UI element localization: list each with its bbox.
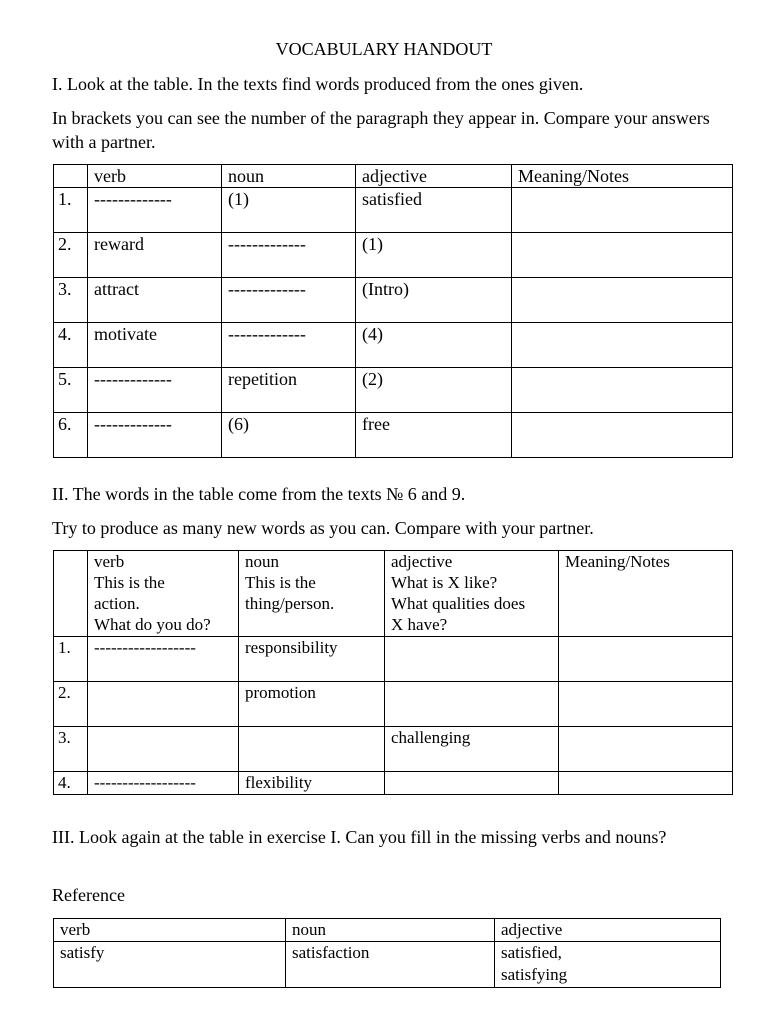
header-noun-line: thing/person.: [245, 594, 335, 613]
header-meaning-title: Meaning/Notes: [565, 552, 670, 571]
header-verb-title: verb: [94, 552, 125, 571]
cell-adjective[interactable]: [385, 772, 559, 795]
cell-meaning[interactable]: [559, 682, 733, 727]
reference-label: Reference: [52, 885, 125, 905]
section3-instruction: III. Look again at the table in exercise I. Can you fill in the missing verbs and nouns?: [52, 827, 667, 847]
cell-noun: -------------: [222, 233, 356, 278]
row-number: 4.: [54, 772, 88, 795]
header-cell: [54, 165, 88, 188]
cell-verb: attract: [88, 278, 222, 323]
row-number: 4.: [54, 323, 88, 368]
table-row: [54, 233, 733, 278]
cell-noun[interactable]: [239, 727, 385, 772]
header-verb-line: What do you do?: [94, 615, 211, 634]
table-header-row: [54, 551, 733, 637]
table-header-row: [54, 919, 721, 942]
header-verb: verb: [88, 165, 222, 188]
header-noun-line: This is the: [245, 573, 316, 592]
cell-meaning[interactable]: [512, 323, 733, 368]
header-adjective-line: What is X like?: [391, 573, 498, 592]
page-title: VOCABULARY HANDOUT: [275, 39, 493, 59]
section2-instruction: II. The words in the table come from the texts № 6 and 9.: [52, 484, 466, 504]
table-row: [54, 188, 733, 233]
header-meaning: Meaning/Notes: [512, 165, 733, 188]
vocabulary-table-2: [53, 550, 733, 795]
header-adjective: adjective: [495, 919, 721, 942]
table-row: [54, 278, 733, 323]
cell-noun: flexibility: [239, 772, 385, 795]
header-verb-line: action.: [94, 594, 140, 613]
cell-meaning[interactable]: [512, 413, 733, 458]
cell-meaning[interactable]: [559, 772, 733, 795]
row-number: 1.: [54, 637, 88, 682]
cell-noun: -------------: [222, 323, 356, 368]
header-adjective-title: adjective: [391, 552, 453, 571]
row-number: 3.: [54, 278, 88, 323]
table-row: [54, 772, 733, 795]
header-adjective: adjective: [356, 165, 512, 188]
cell-verb: reward: [88, 233, 222, 278]
cell-noun: promotion: [239, 682, 385, 727]
row-number: 5.: [54, 368, 88, 413]
cell-verb: ------------------: [88, 772, 239, 795]
header-adjective-line: X have?: [391, 615, 448, 634]
header-verb: verb: [54, 919, 286, 942]
cell-noun: (1): [222, 188, 356, 233]
row-number: 6.: [54, 413, 88, 458]
cell-adjective: (2): [356, 368, 512, 413]
header-verb-line: This is the: [94, 573, 165, 592]
reference-table: [53, 918, 721, 988]
cell-adjective: challenging: [385, 727, 559, 772]
header-noun-title: noun: [245, 552, 279, 571]
header-meaning: [559, 551, 733, 637]
section1-note: In brackets you can see the number of the paragraph they appear in. Compare your answers with a partner.: [52, 108, 710, 152]
header-noun: noun: [286, 919, 495, 942]
row-number: 1.: [54, 188, 88, 233]
cell-adjective: satisfied: [356, 188, 512, 233]
cell-noun: repetition: [222, 368, 356, 413]
cell-adjective: (4): [356, 323, 512, 368]
header-cell: [54, 551, 88, 637]
adjective-line: satisfied,: [501, 943, 562, 962]
table-header-row: [54, 165, 733, 188]
cell-verb: -------------: [88, 413, 222, 458]
cell-verb: satisfy: [54, 942, 286, 988]
cell-verb[interactable]: [88, 727, 239, 772]
cell-meaning[interactable]: [512, 233, 733, 278]
row-number: 2.: [54, 682, 88, 727]
header-verb: [88, 551, 239, 637]
cell-adjective[interactable]: [385, 637, 559, 682]
table-row: [54, 942, 721, 988]
cell-verb: -------------: [88, 368, 222, 413]
table-row: [54, 323, 733, 368]
adjective-line: satisfying: [501, 965, 568, 984]
table-row: [54, 727, 733, 772]
cell-verb: -------------: [88, 188, 222, 233]
header-noun: noun: [222, 165, 356, 188]
header-adjective: [385, 551, 559, 637]
cell-meaning[interactable]: [512, 188, 733, 233]
table-row: [54, 368, 733, 413]
vocabulary-table-1: [53, 164, 733, 458]
row-number: 3.: [54, 727, 88, 772]
cell-adjective[interactable]: [385, 682, 559, 727]
cell-adjective: (Intro): [356, 278, 512, 323]
section2-note: Try to produce as many new words as you can. Compare with your partner.: [52, 518, 594, 538]
table-row: [54, 413, 733, 458]
cell-meaning[interactable]: [559, 727, 733, 772]
section1-instruction: I. Look at the table. In the texts find words produced from the ones given.: [52, 74, 584, 94]
cell-adjective: [495, 942, 721, 988]
cell-verb: ------------------: [88, 637, 239, 682]
cell-verb[interactable]: [88, 682, 239, 727]
cell-noun: responsibility: [239, 637, 385, 682]
row-number: 2.: [54, 233, 88, 278]
table-row: [54, 682, 733, 727]
cell-noun: -------------: [222, 278, 356, 323]
cell-meaning[interactable]: [559, 637, 733, 682]
header-noun: [239, 551, 385, 637]
cell-noun: (6): [222, 413, 356, 458]
table-row: [54, 637, 733, 682]
cell-meaning[interactable]: [512, 368, 733, 413]
cell-meaning[interactable]: [512, 278, 733, 323]
cell-adjective: free: [356, 413, 512, 458]
cell-noun: satisfaction: [286, 942, 495, 988]
header-adjective-line: What qualities does: [391, 594, 526, 613]
cell-adjective: (1): [356, 233, 512, 278]
cell-verb: motivate: [88, 323, 222, 368]
